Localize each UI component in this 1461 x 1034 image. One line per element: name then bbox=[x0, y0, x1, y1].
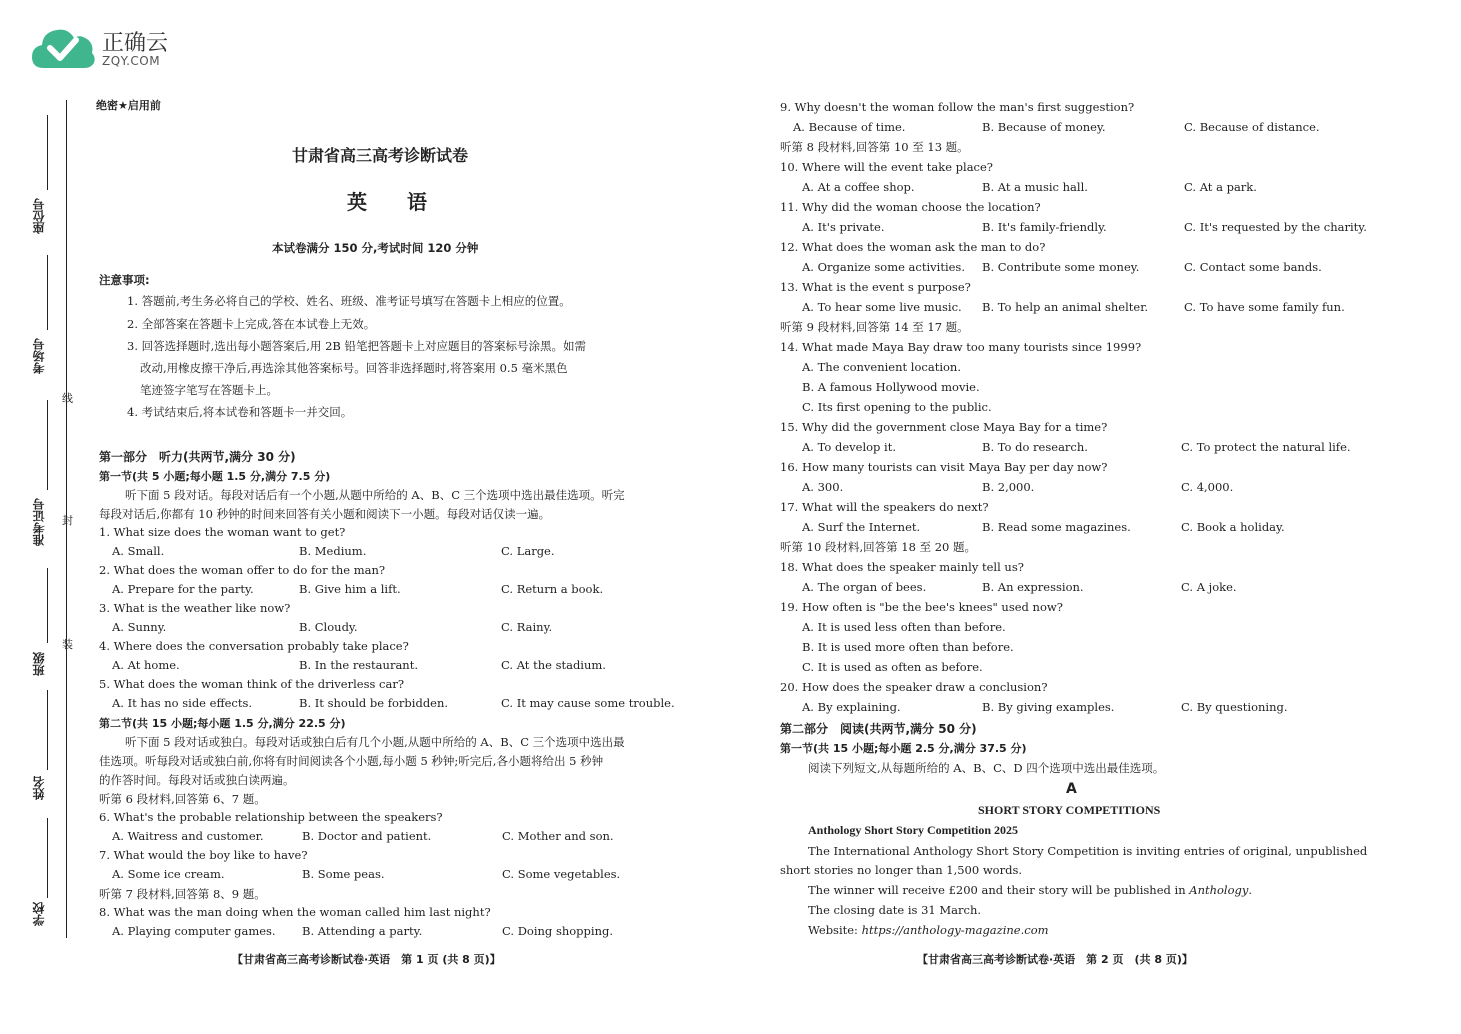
notice-2: 2. 全部答案在答题卡上完成,答在本试卷上无效。 bbox=[127, 317, 376, 331]
zqy-logo bbox=[30, 24, 190, 74]
question-16: 16. How many tourists can visit Maya Bay per day now? bbox=[780, 460, 1108, 474]
question-5: 5. What does the woman think of the driverless car? bbox=[99, 677, 405, 691]
q17-option-a: A. Surf the Internet. bbox=[802, 520, 921, 534]
field-seat-number: 座位号 bbox=[32, 198, 46, 234]
q14-option-c: C. Its first opening to the public. bbox=[802, 400, 992, 414]
field-admission-number: 准考证号 bbox=[32, 498, 46, 546]
q2-option-b: B. Give him a lift. bbox=[299, 582, 401, 596]
q7-option-b: B. Some peas. bbox=[302, 867, 385, 881]
q8-option-a: A. Playing computer games. bbox=[112, 924, 276, 938]
part2-heading: 第二部分 阅读(共两节,满分 50 分) bbox=[780, 722, 977, 736]
q19-option-c: C. It is used as often as before. bbox=[802, 660, 983, 674]
q9-option-b: B. Because of money. bbox=[982, 120, 1106, 134]
passage-title: SHORT STORY COMPETITIONS bbox=[978, 803, 1161, 817]
margin-field-line-2 bbox=[47, 255, 48, 330]
cloud-check-icon bbox=[30, 24, 96, 72]
brand-name-cn: 正确云 bbox=[102, 31, 169, 56]
passage-letter: A bbox=[1066, 781, 1077, 797]
seal-seal-char: 封 bbox=[62, 514, 73, 527]
website-line bbox=[808, 921, 1049, 940]
q6-option-a: A. Waitress and customer. bbox=[112, 829, 264, 843]
page1-footer: 【甘肃省高三高考诊断试卷·英语 第 1 页 (共 8 页)】 bbox=[232, 953, 501, 966]
field-school: 学校 bbox=[32, 902, 46, 926]
q11-option-a: A. It's private. bbox=[802, 220, 885, 234]
q10-option-c: C. At a park. bbox=[1184, 180, 1257, 194]
q2-option-c: C. Return a book. bbox=[501, 582, 604, 596]
question-13: 13. What is the event s purpose? bbox=[780, 280, 971, 294]
q5-option-c: C. It may cause some trouble. bbox=[501, 696, 675, 710]
material-9: 听第 9 段材料,回答第 14 至 17 题。 bbox=[780, 320, 969, 334]
part1-heading: 第一部分 听力(共两节,满分 30 分) bbox=[99, 450, 296, 464]
q16-option-a: A. 300. bbox=[802, 480, 844, 494]
q9-option-a: A. Because of time. bbox=[793, 120, 906, 134]
question-20: 20. How does the speaker draw a conclusion? bbox=[780, 680, 1048, 694]
q18-option-c: C. A joke. bbox=[1181, 580, 1237, 594]
prize-amount: £200 bbox=[948, 883, 978, 897]
para2-text-b: and their story will be published in bbox=[977, 883, 1190, 897]
q10-option-b: B. At a music hall. bbox=[982, 180, 1088, 194]
brand-name-en: ZQY.COM bbox=[102, 54, 161, 68]
section2-desc-1: 听下面 5 段对话或独白。每段对话或独白后有几个小题,从题中所给的 A、B、C 三个选项中选出最 bbox=[125, 735, 625, 749]
q17-option-b: B. Read some magazines. bbox=[982, 520, 1131, 534]
q13-option-a: A. To hear some live music. bbox=[802, 300, 962, 314]
question-3: 3. What is the weather like now? bbox=[99, 601, 291, 615]
section2-desc-3: 的作答时间。每段对话或独白读两遍。 bbox=[99, 773, 295, 787]
magazine-name: Anthology bbox=[1189, 883, 1249, 897]
para2-text-a: The winner will receive bbox=[808, 883, 949, 897]
question-19: 19. How often is "be the bee's knees" used now? bbox=[780, 600, 1063, 614]
seal-bind-char: 装 bbox=[62, 638, 73, 651]
q1-option-b: B. Medium. bbox=[299, 544, 367, 558]
passage-para-1: The International Anthology Short Story Competition is inviting entries of original, unpublished bbox=[808, 844, 1368, 858]
q12-option-c: C. Contact some bands. bbox=[1184, 260, 1322, 274]
notice-3-cont: 改动,用橡皮擦干净后,再选涂其他答案标号。回答非选择题时,将答案用 0.5 毫米黑色 bbox=[140, 361, 568, 375]
reading-section1-desc: 阅读下列短文,从每题所给的 A、B、C、D 四个选项中选出最佳选项。 bbox=[808, 761, 1165, 775]
q1-option-c: C. Large. bbox=[501, 544, 555, 558]
passage-subtitle: Anthology Short Story Competition 2025 bbox=[808, 823, 1019, 837]
section1-desc-2: 每段对话后,你都有 10 秒钟的时间来回答有关小题和阅读下一小题。每段对话仅读一遍。 bbox=[99, 507, 551, 521]
exam-title: 甘肃省高三高考诊断试卷 bbox=[292, 146, 469, 165]
q2-option-a: A. Prepare for the party. bbox=[112, 582, 254, 596]
q12-option-b: B. Contribute some money. bbox=[982, 260, 1140, 274]
q4-option-a: A. At home. bbox=[112, 658, 180, 672]
passage-para-1-cont: short stories no longer than 1,500 words. bbox=[780, 863, 1023, 877]
q7-option-c: C. Some vegetables. bbox=[502, 867, 621, 881]
question-8: 8. What was the man doing when the woman called him last night? bbox=[99, 905, 491, 919]
material-10: 听第 10 段材料,回答第 18 至 20 题。 bbox=[780, 540, 976, 554]
question-12: 12. What does the woman ask the man to do? bbox=[780, 240, 1046, 254]
field-class: 班级 bbox=[32, 652, 46, 676]
q20-option-c: C. By questioning. bbox=[1181, 700, 1288, 714]
passage-para-3: The closing date is 31 March. bbox=[808, 903, 982, 917]
q12-option-a: A. Organize some activities. bbox=[802, 260, 965, 274]
notice-title: 注意事项: bbox=[99, 273, 150, 287]
q6-option-b: B. Doctor and patient. bbox=[302, 829, 432, 843]
question-14: 14. What made Maya Bay draw too many tourists since 1999? bbox=[780, 340, 1142, 354]
q14-option-b: B. A famous Hollywood movie. bbox=[802, 380, 980, 394]
confidential-mark: 绝密★启用前 bbox=[96, 99, 161, 112]
margin-field-line-5 bbox=[47, 690, 48, 770]
question-2: 2. What does the woman offer to do for the man? bbox=[99, 563, 386, 577]
score-info: 本试卷满分 150 分,考试时间 120 分钟 bbox=[272, 241, 479, 255]
reading-section1-heading: 第一节(共 15 小题;每小题 2.5 分,满分 37.5 分) bbox=[780, 742, 1027, 755]
para2-text-c: . bbox=[1248, 883, 1253, 897]
notice-3: 3. 回答选择题时,选出每小题答案后,用 2B 铅笔把答题卡上对应题目的答案标号涂黑。如需 bbox=[127, 339, 587, 353]
notice-4: 4. 考试结束后,将本试卷和答题卡一并交回。 bbox=[127, 405, 353, 419]
q3-option-a: A. Sunny. bbox=[112, 620, 167, 634]
section2-heading: 第二节(共 15 小题;每小题 1.5 分,满分 22.5 分) bbox=[99, 717, 346, 730]
q15-option-c: C. To protect the natural life. bbox=[1181, 440, 1351, 454]
q1-option-a: A. Small. bbox=[112, 544, 165, 558]
question-15: 15. Why did the government close Maya Bay for a time? bbox=[780, 420, 1108, 434]
q4-option-b: B. In the restaurant. bbox=[299, 658, 418, 672]
section1-desc-1: 听下面 5 段对话。每段对话后有一个小题,从题中所给的 A、B、C 三个选项中选出最佳选项。听完 bbox=[125, 488, 625, 502]
website-label: Website: bbox=[808, 923, 862, 937]
seal-line-char: 线 bbox=[62, 392, 73, 405]
notice-1: 1. 答题前,考生务必将自己的学校、姓名、班级、准考证号填写在答题卡上相应的位置。 bbox=[127, 294, 571, 308]
q4-option-c: C. At the stadium. bbox=[501, 658, 606, 672]
question-17: 17. What will the speakers do next? bbox=[780, 500, 989, 514]
material-8: 听第 8 段材料,回答第 10 至 13 题。 bbox=[780, 140, 969, 154]
question-10: 10. Where will the event take place? bbox=[780, 160, 993, 174]
q13-option-c: C. To have some family fun. bbox=[1184, 300, 1345, 314]
q20-option-a: A. By explaining. bbox=[802, 700, 901, 714]
q18-option-a: A. The organ of bees. bbox=[802, 580, 927, 594]
q19-option-b: B. It is used more often than before. bbox=[802, 640, 1014, 654]
q8-option-b: B. Attending a party. bbox=[302, 924, 423, 938]
q5-option-a: A. It has no side effects. bbox=[112, 696, 253, 710]
question-11: 11. Why did the woman choose the location? bbox=[780, 200, 1041, 214]
q8-option-c: C. Doing shopping. bbox=[502, 924, 614, 938]
q9-option-c: C. Because of distance. bbox=[1184, 120, 1320, 134]
q16-option-c: C. 4,000. bbox=[1181, 480, 1234, 494]
field-exam-room: 考场号 bbox=[32, 338, 46, 374]
q6-option-c: C. Mother and son. bbox=[502, 829, 614, 843]
section2-desc-2: 佳选项。听每段对话或独白前,你将有时间阅读各个小题,每小题 5 秒钟;听完后,各小题将给出 5 秒钟 bbox=[99, 754, 604, 768]
notice-3-cont-2: 笔迹签字笔写在答题卡上。 bbox=[140, 383, 278, 397]
q13-option-b: B. To help an animal shelter. bbox=[982, 300, 1149, 314]
q3-option-b: B. Cloudy. bbox=[299, 620, 358, 634]
section1-heading: 第一节(共 5 小题;每小题 1.5 分,满分 7.5 分) bbox=[99, 470, 331, 483]
margin-field-line-6 bbox=[47, 818, 48, 898]
question-1: 1. What size does the woman want to get? bbox=[99, 525, 346, 539]
q11-option-b: B. It's family-friendly. bbox=[982, 220, 1107, 234]
q16-option-b: B. 2,000. bbox=[982, 480, 1035, 494]
q10-option-a: A. At a coffee shop. bbox=[802, 180, 915, 194]
passage-para-2 bbox=[808, 881, 1252, 900]
question-4: 4. Where does the conversation probably take place? bbox=[99, 639, 409, 653]
q15-option-b: B. To do research. bbox=[982, 440, 1088, 454]
q7-option-a: A. Some ice cream. bbox=[112, 867, 225, 881]
question-9: 9. Why doesn't the woman follow the man's first suggestion? bbox=[780, 100, 1135, 114]
material-7: 听第 7 段材料,回答第 8、9 题。 bbox=[99, 887, 266, 901]
q15-option-a: A. To develop it. bbox=[802, 440, 897, 454]
subject-title: 英 语 bbox=[347, 190, 427, 214]
question-6: 6. What's the probable relationship between the speakers? bbox=[99, 810, 443, 824]
website-url[interactable]: https://anthology-magazine.com bbox=[861, 923, 1049, 937]
margin-field-line-3 bbox=[47, 400, 48, 490]
margin-field-line-1 bbox=[47, 115, 48, 190]
q11-option-c: C. It's requested by the charity. bbox=[1184, 220, 1367, 234]
question-7: 7. What would the boy like to have? bbox=[99, 848, 308, 862]
q19-option-a: A. It is used less often than before. bbox=[802, 620, 1006, 634]
q5-option-b: B. It should be forbidden. bbox=[299, 696, 449, 710]
question-18: 18. What does the speaker mainly tell us? bbox=[780, 560, 1024, 574]
q18-option-b: B. An expression. bbox=[982, 580, 1084, 594]
q20-option-b: B. By giving examples. bbox=[982, 700, 1115, 714]
q14-option-a: A. The convenient location. bbox=[802, 360, 961, 374]
material-6: 听第 6 段材料,回答第 6、7 题。 bbox=[99, 792, 266, 806]
q3-option-c: C. Rainy. bbox=[501, 620, 553, 634]
page2-footer: 【甘肃省高三高考诊断试卷·英语 第 2 页 (共 8 页)】 bbox=[917, 953, 1193, 966]
q17-option-c: C. Book a holiday. bbox=[1181, 520, 1285, 534]
margin-field-line-4 bbox=[47, 568, 48, 643]
field-name: 姓名 bbox=[32, 776, 46, 800]
